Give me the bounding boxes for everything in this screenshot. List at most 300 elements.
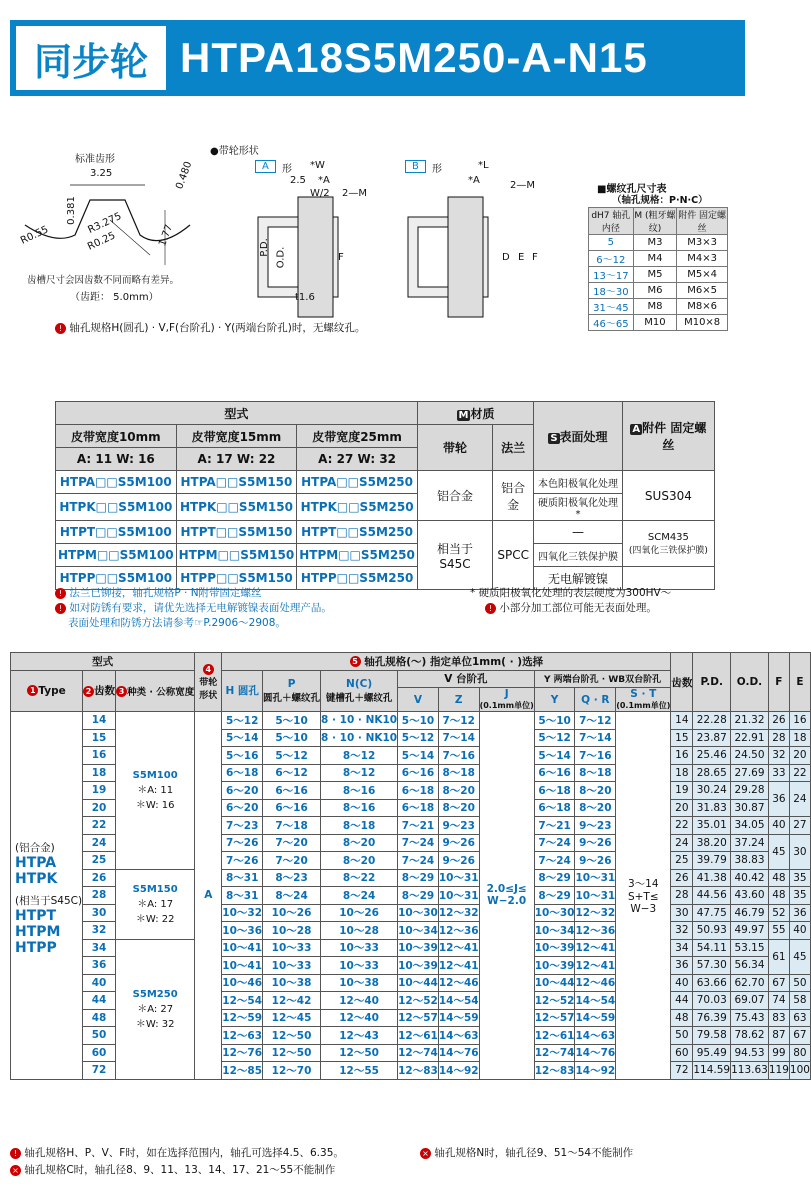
- m-icon: M: [458, 409, 469, 421]
- table-cell: 26: [83, 869, 116, 887]
- table-cell: 7～12: [575, 712, 616, 730]
- table-cell: 12～55: [321, 1062, 398, 1080]
- screw-table: [588, 207, 728, 331]
- table-cell: 8～20: [438, 799, 479, 817]
- table-cell: 5～12: [263, 747, 321, 765]
- table-cell: 7～24: [534, 852, 575, 870]
- spec-surf-text: 表面处理: [559, 429, 608, 444]
- table-cell: 25: [671, 852, 693, 870]
- mt-p2: 圆孔＋螺纹孔: [263, 692, 321, 704]
- table-cell: A: [195, 712, 222, 1080]
- table-cell: 87: [768, 1027, 789, 1045]
- table-cell: 58: [789, 992, 810, 1010]
- table-cell: 18: [83, 764, 116, 782]
- table-cell: 22: [671, 817, 693, 835]
- table-cell: 40: [789, 922, 810, 940]
- dim-d: D: [502, 252, 510, 263]
- table-cell: 44: [83, 992, 116, 1010]
- spec-scm-text: SCM435: [647, 531, 689, 543]
- table-cell: 12～83: [534, 1062, 575, 1080]
- table-row: [11, 939, 811, 957]
- table-cell: 8 · 10 · NK10: [321, 712, 398, 730]
- table-cell: 48: [768, 887, 789, 905]
- table-cell: 12～52: [534, 992, 575, 1010]
- note-n1: [55, 585, 262, 600]
- screw-cell: M4: [633, 250, 677, 266]
- model-title: HTPA18S5M250-A-N15: [180, 34, 648, 81]
- mt-e: E: [789, 653, 810, 712]
- table-cell: 36: [83, 957, 116, 975]
- table-cell: 15: [83, 729, 116, 747]
- kind-label: ＊W: 16: [135, 799, 175, 811]
- table-cell: 24: [671, 834, 693, 852]
- table-cell: 7～26: [222, 834, 263, 852]
- table-cell: 10～31: [575, 887, 616, 905]
- screw-cell: M10: [633, 314, 677, 330]
- mt-axis: 5 轴孔规格(～) 指定单位1mm( · )选择: [222, 653, 671, 671]
- kind-label: S5M100: [132, 769, 178, 781]
- table-cell: [116, 869, 195, 939]
- table-cell: 30.87: [731, 799, 769, 817]
- screw-cell: M4×3: [677, 250, 728, 266]
- table-cell: 32: [768, 747, 789, 765]
- note-n1-text: 法兰已铆接，轴孔规格P · N附带固定螺丝: [69, 587, 262, 599]
- dim-pd: P.D.: [258, 238, 270, 257]
- table-cell: 8 · 10 · NK10: [321, 729, 398, 747]
- warning-icon: !: [485, 603, 496, 614]
- table-cell: 12～63: [222, 1027, 263, 1045]
- warning-icon: !: [55, 603, 66, 614]
- table-cell: 61: [768, 939, 789, 974]
- table-cell: 18: [789, 729, 810, 747]
- mt-v: V: [398, 688, 439, 712]
- table-cell: 20: [83, 799, 116, 817]
- table-cell: 34: [83, 939, 116, 957]
- table-cell: 9～26: [575, 834, 616, 852]
- table-cell: 12～41: [438, 957, 479, 975]
- table-cell: [116, 939, 195, 1079]
- table-cell: 10～34: [534, 922, 575, 940]
- table-cell: 10～41: [222, 939, 263, 957]
- mt-n: [321, 670, 398, 712]
- table-cell: 24: [83, 834, 116, 852]
- table-cell: 14～59: [438, 1009, 479, 1027]
- spec-aw15: A: 17 W: 22: [176, 448, 297, 471]
- table-cell: 10～28: [321, 922, 398, 940]
- table-cell: 75.43: [731, 1009, 769, 1027]
- table-cell: 7～24: [534, 834, 575, 852]
- warning-icon: !: [10, 1148, 21, 1159]
- table-cell: 15: [671, 729, 693, 747]
- table-cell: 21.32: [731, 712, 769, 730]
- screw-cell: M3: [633, 235, 677, 251]
- dim-pitch: 3.25: [90, 168, 113, 179]
- type-series-label: (相当于S45C): [15, 895, 83, 908]
- kind-label: ＊A: 11: [137, 784, 174, 796]
- mt-st-text: S · T: [630, 688, 657, 700]
- table-cell: 14～76: [575, 1044, 616, 1062]
- screw-cell: 46～65: [589, 314, 634, 330]
- table-cell: 46.79: [731, 904, 769, 922]
- table-cell: 25.46: [693, 747, 731, 765]
- mt-kind-text: 种类 · 公称宽度: [127, 686, 195, 698]
- spec-aw10: A: 11 W: 16: [56, 448, 177, 471]
- spec-surf5: 无电解镀镍: [534, 567, 623, 590]
- shaft-note-text: 轴孔规格H(圆孔) · V,F(台阶孔) · Y(两端台阶孔)时，无螺纹孔。: [69, 322, 366, 334]
- table-cell: 14～63: [575, 1027, 616, 1045]
- spec-cell: HTPA□□S5M250: [297, 471, 418, 494]
- table-cell: 79.58: [693, 1027, 731, 1045]
- spec-cell: HTPP□□S5M250: [297, 567, 418, 590]
- table-cell: 10～41: [222, 957, 263, 975]
- table-cell: 12～42: [263, 992, 321, 1010]
- table-cell: 7～23: [222, 817, 263, 835]
- spec-surf-head: [534, 402, 623, 471]
- spec-attach-text: 附件 固定螺丝: [642, 421, 707, 452]
- table-cell: 10～33: [263, 957, 321, 975]
- spec-w10: 皮带宽度10mm: [56, 425, 177, 448]
- mt-j-text: J: [504, 688, 509, 700]
- table-cell: 14～54: [438, 992, 479, 1010]
- table-cell: 2.0≤J≤ W−2.0: [479, 712, 534, 1080]
- mt-type: 型式: [11, 653, 195, 671]
- table-cell: 8～23: [263, 869, 321, 887]
- table-cell: 10～33: [263, 939, 321, 957]
- table-cell: 5～14: [222, 729, 263, 747]
- mt-shape: 4 带轮 形状: [195, 653, 222, 712]
- table-cell: 8～12: [321, 747, 398, 765]
- table-cell: 9～26: [575, 852, 616, 870]
- table-cell: 12～46: [438, 974, 479, 992]
- warning-icon: !: [55, 588, 66, 599]
- table-cell: 60: [671, 1044, 693, 1062]
- mt-jn: (0.1mm单位): [479, 701, 534, 710]
- spec-cell: HTPT□□S5M250: [297, 521, 418, 544]
- table-cell: 8～20: [321, 834, 398, 852]
- table-cell: 67: [789, 1027, 810, 1045]
- spec-cell: HTPM□□S5M150: [176, 544, 297, 567]
- note-n2: [55, 600, 332, 615]
- table-cell: 12～41: [575, 939, 616, 957]
- dim-r2: R0.55: [19, 224, 51, 247]
- spec-cell: HTPA□□S5M100: [56, 471, 177, 494]
- table-cell: 12～57: [398, 1009, 439, 1027]
- table-cell: 72: [671, 1062, 693, 1080]
- table-cell: 63: [789, 1009, 810, 1027]
- footer-f3-text: 轴孔规格C时，轴孔径8、9、11、13、14、17、21～55不能制作: [24, 1164, 336, 1176]
- type-series-label: HTPM: [15, 924, 61, 941]
- mt-p: [263, 670, 321, 712]
- spec-flange: 法兰: [493, 425, 534, 471]
- table-cell: 20: [671, 799, 693, 817]
- screw-cell: M10×8: [677, 314, 728, 330]
- table-cell: 5～14: [534, 747, 575, 765]
- table-cell: 8～20: [321, 852, 398, 870]
- table-cell: 33: [768, 764, 789, 782]
- spec-attach-head: [622, 402, 714, 471]
- dim-r3: R0.25: [86, 230, 118, 253]
- table-cell: 32: [83, 922, 116, 940]
- table-cell: 8～29: [534, 887, 575, 905]
- spec-sus: SUS304: [622, 471, 714, 521]
- spec-scm-sub: (四氧化三铁保护膜): [628, 545, 708, 556]
- screw-cell: M3×3: [677, 235, 728, 251]
- table-cell: 12～32: [438, 904, 479, 922]
- table-cell: 30: [671, 904, 693, 922]
- table-cell: 7～20: [263, 834, 321, 852]
- spec-aw25: A: 27 W: 32: [297, 448, 418, 471]
- table-cell: 39.79: [693, 852, 731, 870]
- table-cell: 27: [789, 817, 810, 835]
- table-cell: 7～14: [438, 729, 479, 747]
- table-cell: 48: [83, 1009, 116, 1027]
- table-cell: 95.49: [693, 1044, 731, 1062]
- table-cell: 12～45: [263, 1009, 321, 1027]
- table-cell: 12～36: [438, 922, 479, 940]
- table-cell: [11, 712, 83, 1080]
- table-cell: 50.93: [693, 922, 731, 940]
- table-cell: 49.97: [731, 922, 769, 940]
- dim-25: 2.5: [290, 175, 306, 186]
- table-cell: 40: [671, 974, 693, 992]
- table-cell: 8～29: [534, 869, 575, 887]
- table-cell: 62.70: [731, 974, 769, 992]
- table-cell: 6～18: [398, 782, 439, 800]
- spec-scm: [622, 521, 714, 567]
- table-cell: 12～41: [438, 939, 479, 957]
- screw-head-d: dH7 轴孔内径: [589, 208, 634, 235]
- table-cell: 67: [768, 974, 789, 992]
- table-cell: 28: [768, 729, 789, 747]
- table-cell: 8～22: [321, 869, 398, 887]
- table-cell: 10～26: [263, 904, 321, 922]
- table-cell: 24: [789, 782, 810, 817]
- table-cell: 32: [671, 922, 693, 940]
- table-cell: 10～31: [438, 869, 479, 887]
- table-cell: 12～32: [575, 904, 616, 922]
- table-cell: 16: [83, 747, 116, 765]
- spec-surf3: —: [534, 521, 623, 544]
- table-cell: 22: [789, 764, 810, 782]
- table-cell: 10～38: [321, 974, 398, 992]
- dim-a-b: *A: [468, 175, 480, 186]
- table-cell: 10～38: [263, 974, 321, 992]
- table-cell: 119: [768, 1062, 789, 1080]
- dim-l: *L: [478, 160, 489, 171]
- spec-cell: HTPT□□S5M100: [56, 521, 177, 544]
- table-row: [11, 869, 811, 887]
- dim-f: F: [338, 252, 344, 263]
- table-cell: 22.91: [731, 729, 769, 747]
- screw-head-m: M (粗牙螺纹): [633, 208, 677, 235]
- mt-step: V 台阶孔: [398, 670, 535, 688]
- table-cell: 20: [789, 747, 810, 765]
- spec-w15: 皮带宽度15mm: [176, 425, 297, 448]
- table-cell: 8～31: [222, 887, 263, 905]
- table-cell: 63.66: [693, 974, 731, 992]
- table-cell: 80: [789, 1044, 810, 1062]
- spec-mat-head: [417, 402, 533, 425]
- table-cell: 70.03: [693, 992, 731, 1010]
- table-cell: 12～74: [398, 1044, 439, 1062]
- table-cell: 37.24: [731, 834, 769, 852]
- table-cell: 10～34: [398, 922, 439, 940]
- tooth-note: 齿槽尺寸会因齿数不同而略有差异。: [27, 275, 180, 286]
- table-cell: 5～12: [398, 729, 439, 747]
- table-cell: 36: [789, 904, 810, 922]
- table-cell: 27.69: [731, 764, 769, 782]
- mt-stn: (0.1mm单位): [616, 701, 671, 710]
- spec-cell: HTPK□□S5M100: [56, 494, 177, 521]
- table-cell: 8～16: [321, 782, 398, 800]
- cross-icon: ×: [420, 1148, 431, 1159]
- table-cell: 14～92: [438, 1062, 479, 1080]
- mt-j: [479, 688, 534, 712]
- table-cell: 52: [768, 904, 789, 922]
- note-n4: * 硬质阳极氧化处理的表层硬度为300HV～: [470, 587, 672, 599]
- table-cell: 12～61: [398, 1027, 439, 1045]
- screw-cell: M5×4: [677, 266, 728, 282]
- table-cell: 8～24: [321, 887, 398, 905]
- table-cell: 8～20: [575, 782, 616, 800]
- table-cell: 18: [671, 764, 693, 782]
- screw-table-subtitle: （轴孔规格：P·N·C）: [612, 195, 708, 206]
- note-n3: 表面处理和防锈方法请参考☞P.2906～2908。: [68, 617, 286, 629]
- table-cell: 8～29: [398, 887, 439, 905]
- table-cell: 12～57: [534, 1009, 575, 1027]
- table-cell: 7～16: [575, 747, 616, 765]
- table-cell: 10～28: [263, 922, 321, 940]
- table-cell: 45: [789, 939, 810, 974]
- table-cell: 12～36: [575, 922, 616, 940]
- mt-pd: P.D.: [693, 653, 731, 712]
- screw-cell: M8: [633, 298, 677, 314]
- table-cell: 41.38: [693, 869, 731, 887]
- type-series-label: (铝合金): [15, 842, 55, 855]
- table-cell: 14～59: [575, 1009, 616, 1027]
- table-cell: 28: [671, 887, 693, 905]
- footer-f1-text: 轴孔规格H、P、V、F时，如在选择范围内，轴孔可选择4.5、6.35。: [24, 1147, 344, 1159]
- table-cell: 7～16: [438, 747, 479, 765]
- screw-cell: M8×6: [677, 298, 728, 314]
- table-cell: 12～61: [534, 1027, 575, 1045]
- spec-cell: HTPK□□S5M250: [297, 494, 418, 521]
- table-cell: 7～12: [438, 712, 479, 730]
- shape-label: ●带轮形状: [210, 146, 259, 157]
- table-cell: 8～18: [575, 764, 616, 782]
- shape-diagrams: [210, 142, 570, 312]
- table-cell: 14: [83, 712, 116, 730]
- table-cell: 48: [671, 1009, 693, 1027]
- table-cell: 44: [671, 992, 693, 1010]
- table-cell: 23.87: [693, 729, 731, 747]
- table-cell: 10～39: [534, 957, 575, 975]
- table-cell: 10～46: [222, 974, 263, 992]
- table-cell: 45: [768, 834, 789, 869]
- screw-cell: M6: [633, 282, 677, 298]
- mt-p-text: P: [287, 677, 296, 690]
- type-series-label: HTPT: [15, 908, 57, 925]
- table-cell: 94.53: [731, 1044, 769, 1062]
- table-cell: 7～26: [222, 852, 263, 870]
- screw-cell: 31～45: [589, 298, 634, 314]
- table-cell: 57.30: [693, 957, 731, 975]
- table-cell: 36: [768, 782, 789, 817]
- kind-label: S5M150: [132, 883, 178, 895]
- table-cell: 26: [768, 712, 789, 730]
- mt-z: Z: [438, 688, 479, 712]
- table-cell: 28: [83, 887, 116, 905]
- table-cell: 31.83: [693, 799, 731, 817]
- table-cell: 114.59: [693, 1062, 731, 1080]
- table-cell: 38.20: [693, 834, 731, 852]
- spec-mat-text: 材质: [470, 406, 495, 421]
- tooth-profile-label: 标准齿形: [75, 154, 115, 165]
- table-cell: 12～54: [222, 992, 263, 1010]
- dim-w: *W: [310, 160, 325, 171]
- table-cell: 72: [83, 1062, 116, 1080]
- table-cell: 5～10: [398, 712, 439, 730]
- table-cell: 47.75: [693, 904, 731, 922]
- table-cell: 6～12: [263, 764, 321, 782]
- table-cell: 7～24: [398, 834, 439, 852]
- shape-a-suffix: 形: [282, 164, 292, 175]
- table-cell: 8～24: [263, 887, 321, 905]
- spec-spcc: SPCC: [493, 521, 534, 590]
- table-cell: 56.34: [731, 957, 769, 975]
- type-series-label: HTPA: [15, 855, 57, 872]
- table-cell: 10～33: [321, 939, 398, 957]
- table-cell: 8～18: [321, 817, 398, 835]
- table-cell: 34: [671, 939, 693, 957]
- table-cell: 10～31: [575, 869, 616, 887]
- note-n5: [485, 600, 657, 615]
- cross-icon: ×: [10, 1165, 21, 1176]
- table-cell: 5～10: [263, 729, 321, 747]
- main-table: [10, 652, 811, 1080]
- table-cell: 30: [789, 834, 810, 869]
- table-cell: 38.83: [731, 852, 769, 870]
- table-cell: 12～41: [575, 957, 616, 975]
- table-cell: 6～16: [263, 782, 321, 800]
- table-cell: 12～85: [222, 1062, 263, 1080]
- table-cell: 12～59: [222, 1009, 263, 1027]
- spec-surf1: 本色阳极氧化处理: [534, 471, 623, 494]
- table-cell: 5～12: [222, 712, 263, 730]
- type-series-label: HTPK: [15, 871, 58, 888]
- table-cell: 8～20: [575, 799, 616, 817]
- table-cell: 8～12: [321, 764, 398, 782]
- spec-cell: HTPT□□S5M150: [176, 521, 297, 544]
- table-cell: 60: [83, 1044, 116, 1062]
- table-cell: 50: [789, 974, 810, 992]
- table-cell: 5～10: [263, 712, 321, 730]
- spec-cell: HTPM□□S5M250: [297, 544, 418, 567]
- mt-yy: Y: [534, 688, 575, 712]
- table-cell: 35: [789, 887, 810, 905]
- dim-a: *A: [318, 175, 330, 186]
- table-cell: 40: [768, 817, 789, 835]
- table-cell: 30: [83, 904, 116, 922]
- shape-b-label: B: [405, 160, 426, 173]
- table-cell: 7～24: [398, 852, 439, 870]
- spec-surf2: 硬质阳极氧化处理*: [534, 494, 623, 521]
- table-cell: 43.60: [731, 887, 769, 905]
- table-cell: 8～31: [222, 869, 263, 887]
- spec-type-head: 型式: [56, 402, 418, 425]
- spec-al: 铝合金: [417, 471, 492, 521]
- table-cell: 10～33: [321, 957, 398, 975]
